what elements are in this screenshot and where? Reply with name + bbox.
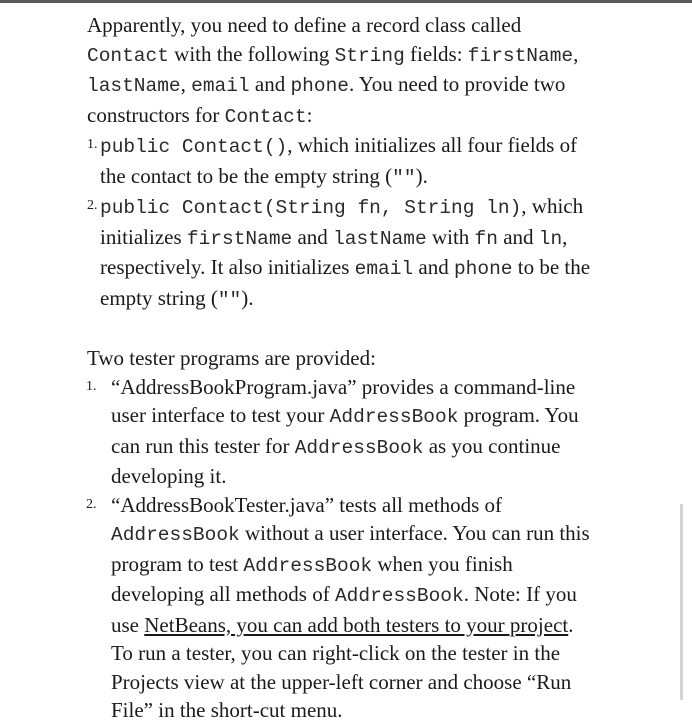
scrollbar[interactable] [680,504,683,700]
constructor-item-1: 1. public Contact(), which initializes all four fields of the contact to be the empty string (""). [87,133,578,189]
code-phone: phone [290,75,349,97]
tester-item-2: 2. “AddressBookTester.java” tests all methods of AddressBook without a user interface. You can run this program to test AddressBook when you finish developing all methods of AddressBook. Note: If you use NetBeans, you can add both testers to your project. To run a tester, you can right-click on the tester in the Projects view at the upper-left corner and choose “Run File” in the short-cut menu. [86,492,590,722]
code-contact: Contact [224,105,307,128]
list-number: 2. [86,496,97,512]
tester-item-1: 1. “AddressBookProgram.java” provides a command-line user interface to test your AddressBook program. You can run this tester for AddressBook as you continue developing it. [86,374,579,488]
code-string: String [334,44,405,67]
list-number: 2. [87,198,98,213]
list-number: 1. [87,137,98,152]
constructor-item-2: 2. public Contact(String fn, String ln), which initializes firstName and lastName with fn and ln, respectively. It also initializes email and phone to be the empty string (""). [87,194,591,311]
testers-intro: Two tester programs are provided: [87,346,376,370]
code-lastname: lastName [87,75,181,97]
code-firstname: firstName [467,44,574,67]
top-divider [0,0,692,3]
code-contact: Contact [87,44,169,67]
document-body [87,11,592,725]
intro-paragraph: Apparently, you need to define a record class called Contact with the following String fields: firstName, lastName, email and phone. You need to provide two constructors for Contact: [87,13,579,128]
list-number: 1. [86,378,97,394]
netbeans-link[interactable]: NetBeans, you can add both testers to your project [144,612,569,637]
code-email: email [191,75,250,97]
